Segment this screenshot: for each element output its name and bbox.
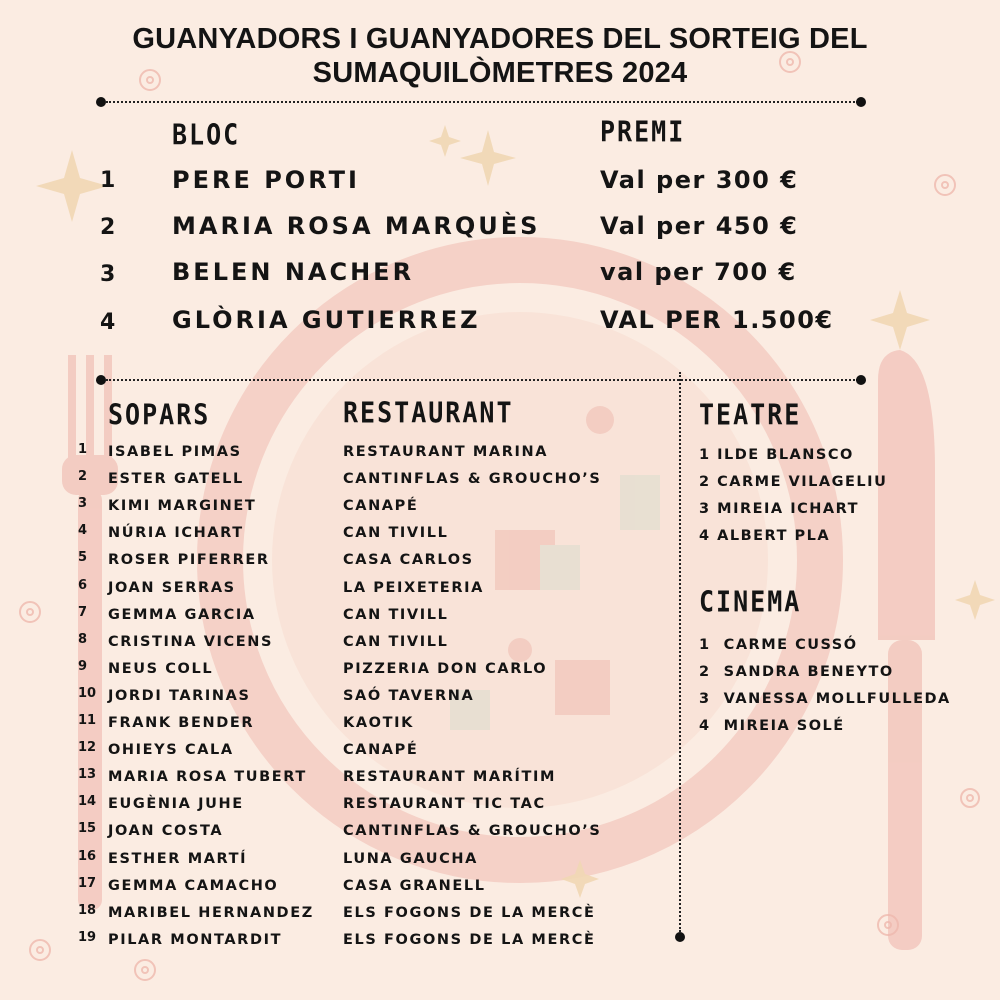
- sopars-winner-name: JOAN SERRAS: [108, 580, 236, 596]
- sopars-restaurant: SAÓ TAVERNA: [343, 688, 475, 704]
- sopars-restaurant: LUNA GAUCHA: [343, 851, 478, 867]
- sopars-restaurant: LA PEIXETERIA: [343, 580, 484, 596]
- vertical-divider: [679, 372, 681, 932]
- title-line-2: SUMAQUILÒMETRES 2024: [312, 57, 688, 89]
- bloc-prize: val per 700 €: [600, 258, 797, 286]
- page-title: [0, 22, 1000, 90]
- teatre-item: 3 MIREIA ICHART: [699, 501, 859, 517]
- sopars-restaurant: CASA CARLOS: [343, 552, 474, 568]
- sopars-row-number: 3: [78, 496, 88, 511]
- sopars-winner-name: CRISTINA VICENS: [108, 634, 274, 650]
- cinema-item: 4 MIREIA SOLÉ: [699, 718, 845, 734]
- sopars-winner-name: NEUS COLL: [108, 661, 214, 677]
- cinema-item: 2 SANDRA BENEYTO: [699, 664, 894, 680]
- sopars-restaurant: CANTINFLAS & GROUCHO’S: [343, 471, 602, 487]
- sopars-row-number: 9: [78, 659, 88, 674]
- sopars-restaurant: PIZZERIA DON CARLO: [343, 661, 548, 677]
- bloc-winner-name: MARIA ROSA MARQUÈS: [172, 212, 541, 240]
- sopars-row-number: 12: [78, 740, 97, 755]
- cinema-header: CINEMA: [699, 585, 802, 619]
- bloc-prize: VAL PER 1.500€: [600, 306, 834, 334]
- sopars-row-number: 5: [78, 550, 88, 565]
- bloc-header: BLOC: [172, 118, 241, 152]
- sopars-row-number: 13: [78, 767, 97, 782]
- sopars-winner-name: GEMMA GARCIA: [108, 607, 256, 623]
- sopars-header: SOPARS: [108, 398, 211, 432]
- sopars-winner-name: ESTER GATELL: [108, 471, 244, 487]
- sopars-winner-name: OHIEYS CALA: [108, 742, 234, 758]
- sopars-row-number: 18: [78, 903, 97, 918]
- bloc-number: 1: [100, 168, 116, 193]
- sopars-winner-name: KIMI MARGINET: [108, 498, 257, 514]
- sopars-row-number: 10: [78, 686, 97, 701]
- sopars-row-number: 4: [78, 523, 88, 538]
- title-line-1: GUANYADORS I GUANYADORES DEL SORTEIG DEL: [132, 23, 868, 55]
- bloc-number: 4: [100, 310, 116, 335]
- sopars-restaurant: CANTINFLAS & GROUCHO’S: [343, 823, 602, 839]
- knife-decoration: [878, 350, 935, 950]
- sopars-row-number: 2: [78, 469, 88, 484]
- sopars-restaurant: KAOTIK: [343, 715, 414, 731]
- sopars-row-number: 1: [78, 442, 88, 457]
- sopars-winner-name: FRANK BENDER: [108, 715, 255, 731]
- sopars-restaurant: RESTAURANT MARINA: [343, 444, 549, 460]
- sopars-row-number: 11: [78, 713, 97, 728]
- sopars-row-number: 8: [78, 632, 88, 647]
- divider-dot: [675, 932, 685, 942]
- sopars-restaurant: ELS FOGONS DE LA MERCÈ: [343, 932, 596, 948]
- bloc-winner-name: BELEN NACHER: [172, 258, 415, 286]
- sopars-row-number: 19: [78, 930, 97, 945]
- sopars-row-number: 7: [78, 605, 88, 620]
- teatre-item: 2 CARME VILAGELIU: [699, 474, 888, 490]
- sopars-restaurant: ELS FOGONS DE LA MERCÈ: [343, 905, 596, 921]
- cinema-item: 1 CARME CUSSÓ: [699, 637, 858, 653]
- teatre-item: 4 ALBERT PLA: [699, 528, 831, 544]
- restaurant-header: RESTAURANT: [343, 396, 514, 430]
- sopars-row-number: 16: [78, 849, 97, 864]
- bloc-prize: Val per 450 €: [600, 212, 799, 240]
- sopars-row-number: 6: [78, 578, 88, 593]
- bloc-number: 2: [100, 215, 116, 240]
- sopars-winner-name: EUGÈNIA JUHE: [108, 796, 244, 812]
- sopars-restaurant: RESTAURANT MARÍTIM: [343, 769, 557, 785]
- sopars-restaurant: RESTAURANT TIC TAC: [343, 796, 546, 812]
- cinema-item: 3 VANESSA MOLLFULLEDA: [699, 691, 951, 707]
- sopars-restaurant: CANAPÉ: [343, 742, 419, 758]
- sopars-winner-name: JOAN COSTA: [108, 823, 224, 839]
- teatre-item: 1 ILDE BLANSCO: [699, 447, 854, 463]
- sopars-restaurant: CAN TIVILL: [343, 607, 449, 623]
- bloc-number: 3: [100, 262, 116, 287]
- divider-dot: [96, 97, 106, 107]
- sopars-restaurant: CASA GRANELL: [343, 878, 486, 894]
- sopars-row-number: 17: [78, 876, 97, 891]
- sopars-restaurant: CAN TIVILL: [343, 634, 449, 650]
- sopars-winner-name: PILAR MONTARDIT: [108, 932, 283, 948]
- sopars-winner-name: MARIA ROSA TUBERT: [108, 769, 307, 785]
- sopars-winner-name: MARIBEL HERNANDEZ: [108, 905, 314, 921]
- premi-header: PREMI: [600, 115, 686, 149]
- top-divider: [106, 101, 858, 103]
- sopars-winner-name: NÚRIA ICHART: [108, 525, 244, 541]
- divider-dot: [856, 97, 866, 107]
- sopars-restaurant: CAN TIVILL: [343, 525, 449, 541]
- divider-dot: [96, 375, 106, 385]
- sopars-restaurant: CANAPÉ: [343, 498, 419, 514]
- teatre-header: TEATRE: [699, 398, 802, 432]
- sopars-winner-name: JORDI TARINAS: [108, 688, 251, 704]
- sopars-row-number: 14: [78, 794, 97, 809]
- bloc-prize: Val per 300 €: [600, 166, 799, 194]
- sopars-row-number: 15: [78, 821, 97, 836]
- sopars-winner-name: ROSER PIFERRER: [108, 552, 270, 568]
- sopars-winner-name: ESTHER MARTÍ: [108, 851, 248, 867]
- bloc-winner-name: GLÒRIA GUTIERREZ: [172, 306, 481, 334]
- divider-dot: [856, 375, 866, 385]
- bloc-winner-name: PERE PORTI: [172, 166, 360, 194]
- middle-divider: [106, 379, 858, 381]
- sopars-winner-name: GEMMA CAMACHO: [108, 878, 279, 894]
- sopars-winner-name: ISABEL PIMAS: [108, 444, 242, 460]
